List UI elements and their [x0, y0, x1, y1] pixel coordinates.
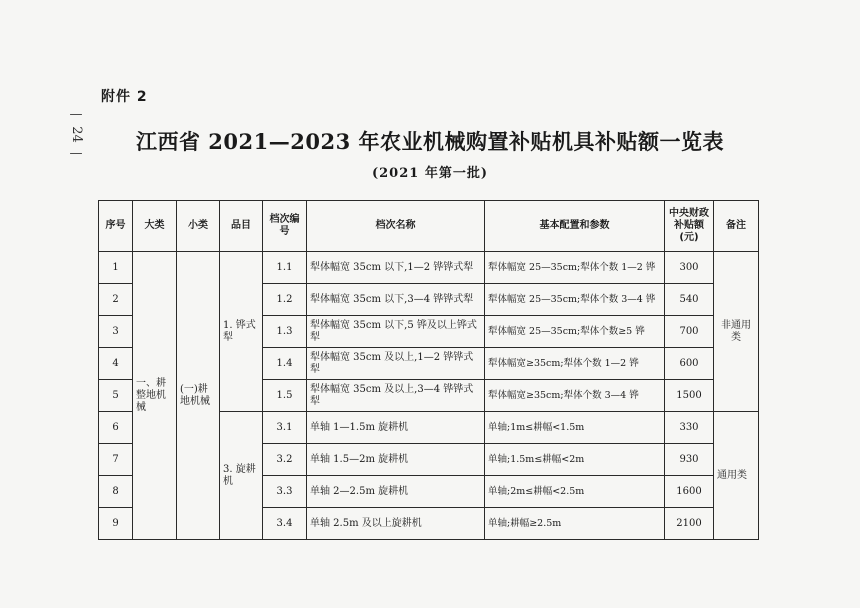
- cell-config: 单轴;1m≤耕幅<1.5m: [485, 412, 665, 444]
- header-item: 品目: [220, 201, 263, 252]
- cell-code: 1.2: [263, 284, 307, 316]
- cell-code: 1.3: [263, 316, 307, 348]
- cell-seq: 7: [99, 444, 133, 476]
- cell-seq: 1: [99, 252, 133, 284]
- header-seq: 序号: [99, 201, 133, 252]
- cell-amount: 300: [665, 252, 714, 284]
- cell-code: 3.1: [263, 412, 307, 444]
- cell-amount: 930: [665, 444, 714, 476]
- header-major: 大类: [133, 201, 177, 252]
- cell-seq: 2: [99, 284, 133, 316]
- table-row: [99, 252, 759, 284]
- cell-code: 3.2: [263, 444, 307, 476]
- cell-remark-non-general: 非通用类: [714, 252, 759, 412]
- cell-amount: 2100: [665, 508, 714, 540]
- cell-seq: 6: [99, 412, 133, 444]
- page-number-dash-top: —: [69, 106, 83, 122]
- cell-name: 单轴 2—2.5m 旋耕机: [307, 476, 485, 508]
- cell-amount: 1500: [665, 380, 714, 412]
- cell-config: 犁体幅宽 25—35cm;犁体个数 3—4 铧: [485, 284, 665, 316]
- cell-amount: 540: [665, 284, 714, 316]
- cell-config: 单轴;耕幅≥2.5m: [485, 508, 665, 540]
- cell-code: 1.1: [263, 252, 307, 284]
- cell-name: 犁体幅宽 35cm 及以上,3—4 铧铧式犁: [307, 380, 485, 412]
- cell-item-rotary-tiller: 3. 旋耕机: [220, 412, 263, 540]
- attachment-label: 附件 2: [101, 89, 148, 105]
- cell-config: 单轴;1.5m≤耕幅<2m: [485, 444, 665, 476]
- header-grade-code: 档次编号: [263, 201, 307, 252]
- document-title: 江西省 2021—2023 年农业机械购置补贴机具补贴额一览表: [135, 129, 724, 154]
- document-subtitle: (2021 年第一批): [371, 166, 488, 181]
- page-number-dash-bottom: —: [69, 145, 83, 161]
- cell-amount: 1600: [665, 476, 714, 508]
- cell-name: 犁体幅宽 35cm 以下,5 铧及以上铧式犁: [307, 316, 485, 348]
- cell-code: 1.5: [263, 380, 307, 412]
- cell-seq: 9: [99, 508, 133, 540]
- cell-config: 单轴;2m≤耕幅<2.5m: [485, 476, 665, 508]
- cell-major-category: 一、耕整地机械: [133, 252, 177, 540]
- header-minor: 小类: [177, 201, 220, 252]
- cell-code: 3.4: [263, 508, 307, 540]
- cell-seq: 8: [99, 476, 133, 508]
- cell-minor-category: (一)耕地机械: [177, 252, 220, 540]
- cell-name: 单轴 2.5m 及以上旋耕机: [307, 508, 485, 540]
- header-remark: 备注: [714, 201, 759, 252]
- header-grade-name: 档次名称: [307, 201, 485, 252]
- cell-amount: 330: [665, 412, 714, 444]
- cell-name: 犁体幅宽 35cm 以下,3—4 铧铧式犁: [307, 284, 485, 316]
- cell-item-plough: 1. 铧式犁: [220, 252, 263, 412]
- subsidy-table: [98, 200, 759, 540]
- page-number-value: 24: [68, 125, 84, 143]
- cell-config: 犁体幅宽 25—35cm;犁体个数≥5 铧: [485, 316, 665, 348]
- cell-config: 犁体幅宽≥35cm;犁体个数 1—2 铧: [485, 348, 665, 380]
- cell-seq: 5: [99, 380, 133, 412]
- cell-seq: 3: [99, 316, 133, 348]
- cell-name: 犁体幅宽 35cm 以下,1—2 铧铧式犁: [307, 252, 485, 284]
- cell-name: 犁体幅宽 35cm 及以上,1—2 铧铧式犁: [307, 348, 485, 380]
- cell-config: 犁体幅宽≥35cm;犁体个数 3—4 铧: [485, 380, 665, 412]
- cell-amount: 700: [665, 316, 714, 348]
- cell-name: 单轴 1.5—2m 旋耕机: [307, 444, 485, 476]
- cell-amount: 600: [665, 348, 714, 380]
- cell-code: 3.3: [263, 476, 307, 508]
- header-config: 基本配置和参数: [485, 201, 665, 252]
- table-header-row: [99, 201, 759, 252]
- cell-remark-general: 通用类: [714, 412, 759, 540]
- cell-config: 犁体幅宽 25—35cm;犁体个数 1—2 铧: [485, 252, 665, 284]
- cell-name: 单轴 1—1.5m 旋耕机: [307, 412, 485, 444]
- cell-code: 1.4: [263, 348, 307, 380]
- header-subsidy: 中央财政补贴额(元): [665, 201, 714, 252]
- cell-seq: 4: [99, 348, 133, 380]
